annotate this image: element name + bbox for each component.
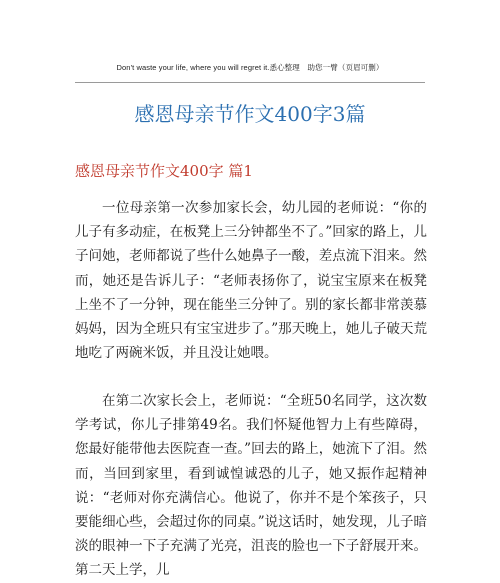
header-divider: [75, 82, 425, 83]
page-header-text: Don't waste your life, where you will regret it.悉心整理 助您一臂（页眉可删）: [116, 63, 384, 72]
document-title: 感恩母亲节作文400字3篇: [134, 102, 366, 126]
body-paragraph-1: 一位母亲第一次参加家长会，幼儿园的老师说：“你的儿子有多动症，在板凳上三分钟都坐不了。”回家的路上，儿子问她，老师都说了些什么她鼻子一酸，差点流下泪来。然而，她还是告诉儿子：“老师表扬你了，说宝宝原来在板凳上坐不了一分钟，现在能坐三分钟了。别的家长都非常羡慕妈妈，因为全班只有宝宝进步了。”那天晚上，她儿子破天荒地吃了两碗米饭，并且没让她喂。: [75, 200, 427, 362]
section-heading: 感恩母亲节作文400字 篇1: [75, 162, 253, 180]
body-paragraph-2: 在第二次家长会上，老师说：“全班50名同学，这次数学考试，你儿子排第49名。我们怀疑他智力上有些障碍，您最好能带他去医院查一查。”回去的路上，她流下了泪。然而，当回到家里，看到诚惶诚恐的儿子，她又振作起精神说：“老师对你充满信心。他说了，你并不是个笨孩子，只要能细心些，会超过你的同桌。”说这话时，她发现，儿子暗淡的眼神一下子充满了光亮，沮丧的脸也一下子舒展开来。第二天上学，儿: [75, 393, 427, 579]
